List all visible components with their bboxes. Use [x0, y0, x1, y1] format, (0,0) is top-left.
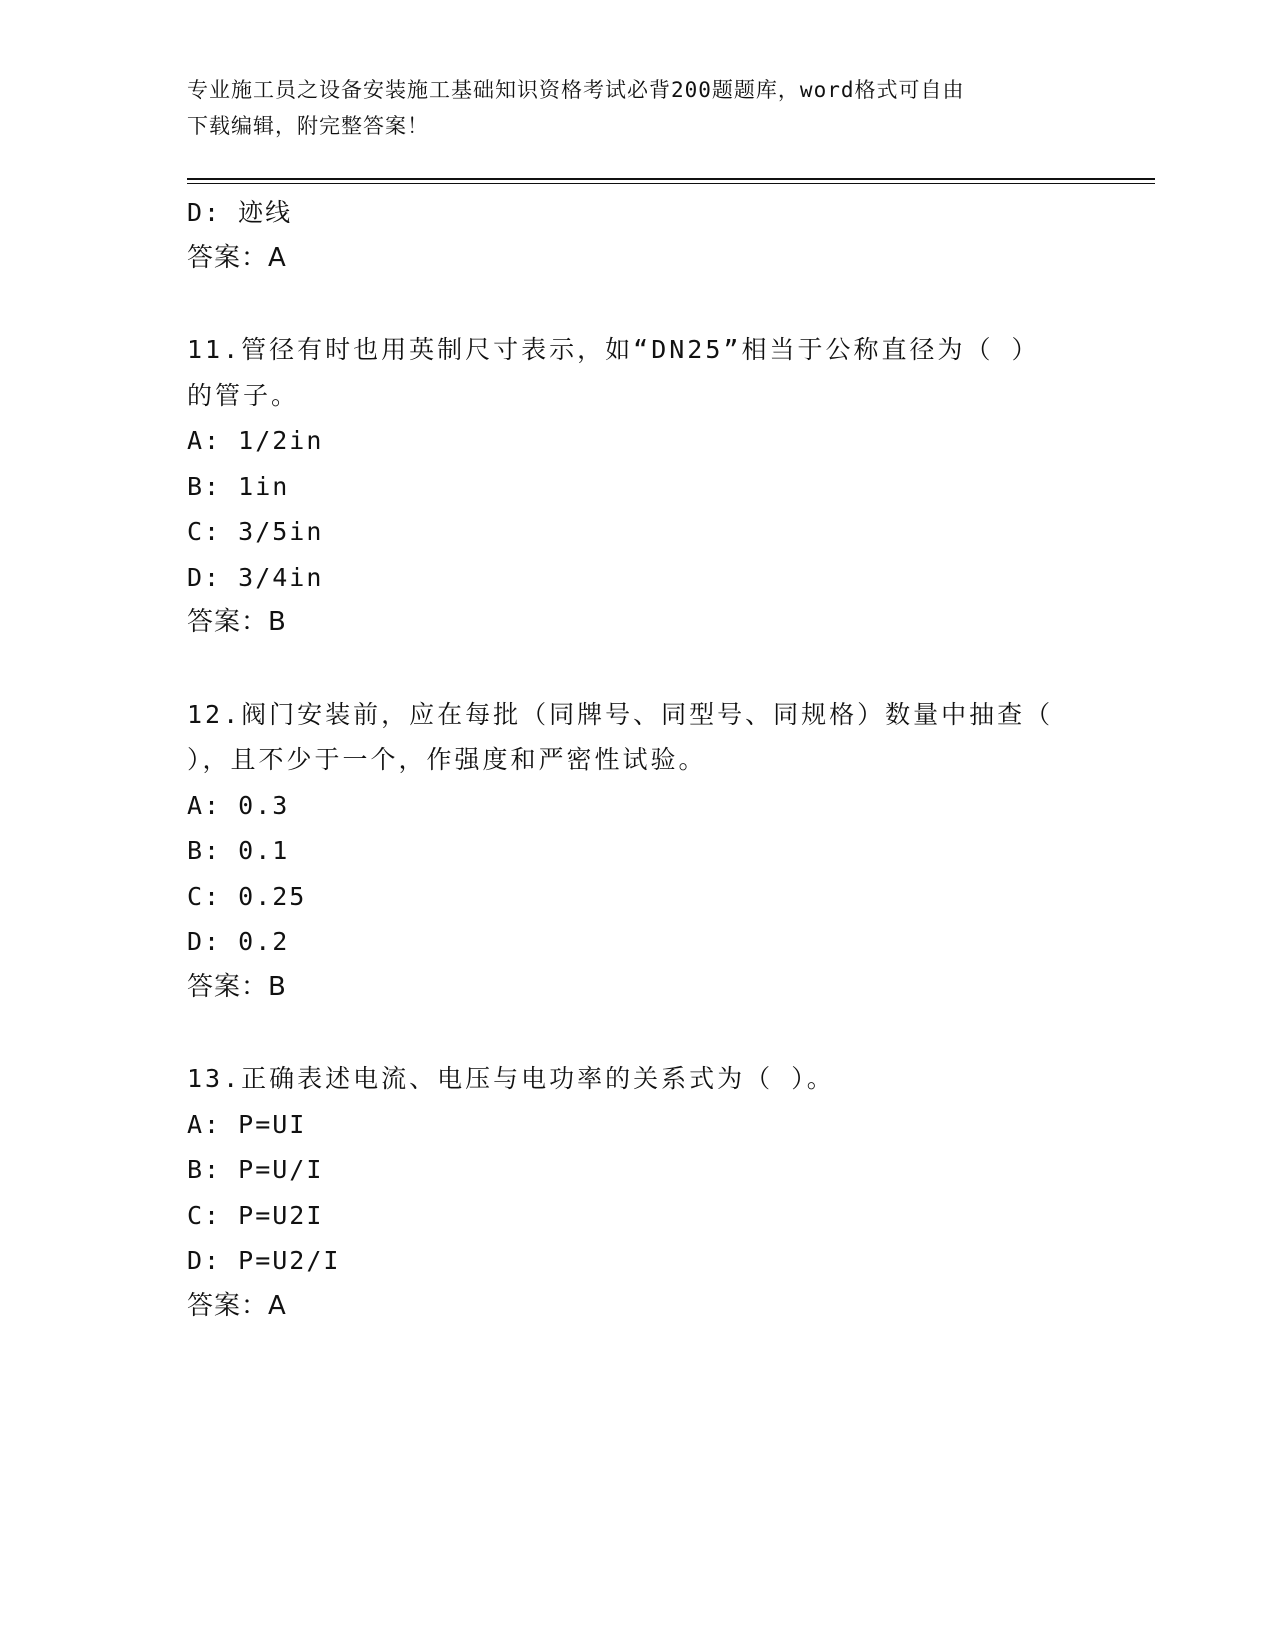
- question-content: [187, 190, 1087, 1329]
- page-header: [187, 72, 1087, 144]
- option-a: A: 1/2in: [187, 426, 324, 455]
- option-a: A: P=UI: [187, 1109, 307, 1139]
- question-11: [187, 327, 1087, 646]
- header-rule-thin: [187, 183, 1155, 184]
- spacer: [187, 281, 1087, 327]
- question-stem-line: 11.管径有时也用英制尺寸表示，如“DN25”相当于公称直径为（ ）: [187, 335, 1040, 364]
- option-b: B: 0.1: [187, 836, 290, 865]
- option-d: D: 0.2: [187, 927, 290, 956]
- option-d: D: P=U2/I: [187, 1246, 341, 1275]
- spacer: [187, 646, 1087, 692]
- answer: 答案：A: [187, 1290, 287, 1321]
- option-d: D: 3/4in: [187, 562, 324, 592]
- option-b: B: P=U/I: [187, 1155, 324, 1184]
- header-line-1: 专业施工员之设备安装施工基础知识资格考试必背200题题库，word格式可自由: [187, 78, 965, 102]
- option-a: A: 0.3: [187, 790, 290, 820]
- question-12: [187, 692, 1087, 1011]
- option-c: C: 3/5in: [187, 517, 324, 546]
- header-rule-thick: [187, 178, 1155, 180]
- spacer: [187, 1010, 1087, 1056]
- option-c: C: 0.25: [187, 881, 307, 911]
- question-stem-line: 12.阀门安装前，应在每批（同牌号、同型号、同规格）数量中抽查（: [187, 699, 1054, 729]
- answer: 答案：B: [187, 971, 287, 1002]
- question-stem-line: 的管子。: [187, 380, 300, 410]
- question-stem-line: ），且不少于一个，作强度和严密性试验。: [187, 745, 707, 774]
- prev-answer: 答案：A: [187, 242, 287, 273]
- header-line-2: 下载编辑，附完整答案！: [187, 114, 429, 138]
- option-b: B: 1in: [187, 471, 290, 501]
- answer: 答案：B: [187, 607, 287, 637]
- prev-option-d: D: 迹线: [187, 198, 293, 227]
- question-stem-line: 13.正确表述电流、电压与电功率的关系式为（ ）。: [187, 1064, 835, 1093]
- question-13: [187, 1056, 1087, 1329]
- option-c: C: P=U2I: [187, 1200, 324, 1230]
